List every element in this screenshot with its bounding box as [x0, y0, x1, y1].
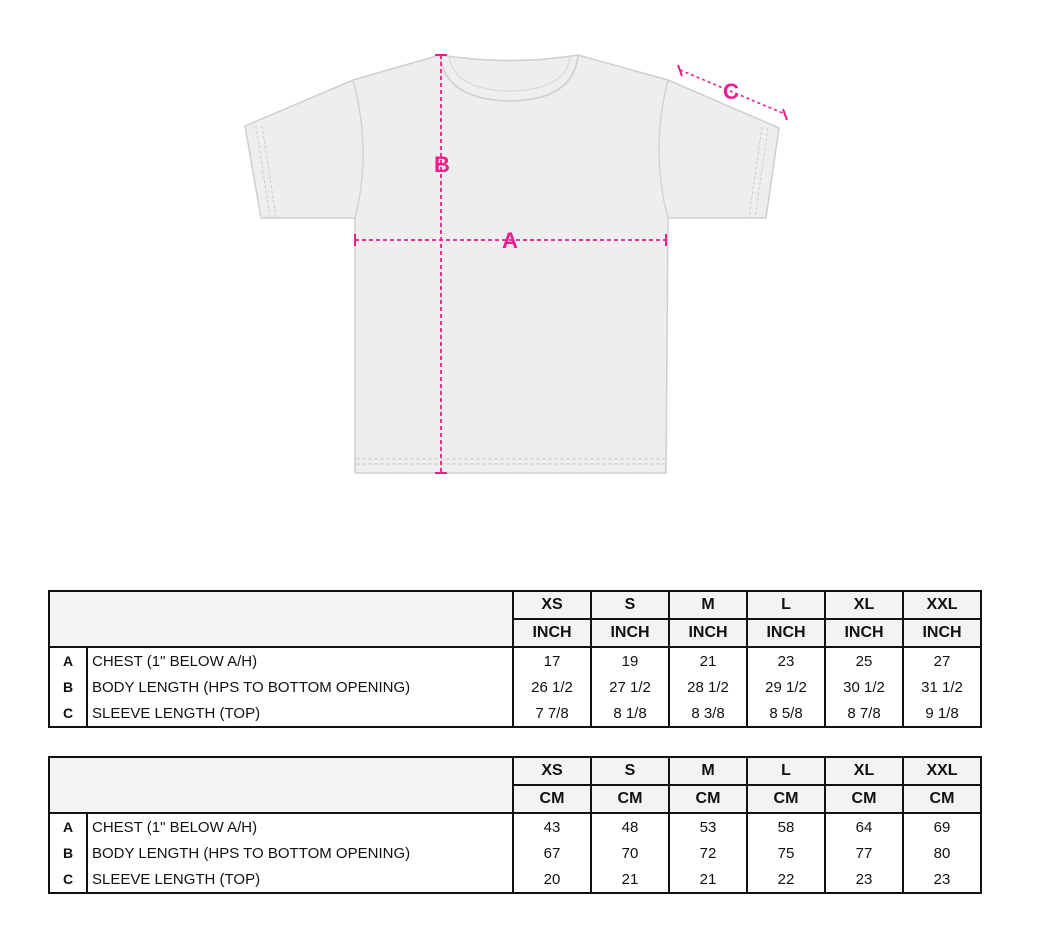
row-key: B [49, 840, 87, 866]
cell-value: 20 [513, 866, 591, 893]
row-label: CHEST (1" BELOW A/H) [87, 647, 513, 674]
unit-header: CM [591, 785, 669, 813]
cell-value: 58 [747, 813, 825, 840]
cell-value: 67 [513, 840, 591, 866]
cell-value: 19 [591, 647, 669, 674]
row-key: A [49, 813, 87, 840]
row-label: BODY LENGTH (HPS TO BOTTOM OPENING) [87, 674, 513, 700]
measurement-a-label: A [502, 228, 518, 253]
table-corner [49, 757, 513, 785]
cell-value: 9 1/8 [903, 700, 981, 727]
cell-value: 23 [903, 866, 981, 893]
table-row [49, 647, 981, 674]
cell-value: 8 5/8 [747, 700, 825, 727]
size-header: XXL [903, 757, 981, 785]
cell-value: 23 [825, 866, 903, 893]
size-header: M [669, 757, 747, 785]
table-row [49, 674, 981, 700]
cell-value: 21 [669, 647, 747, 674]
unit-header: CM [747, 785, 825, 813]
cell-value: 23 [747, 647, 825, 674]
cell-value: 64 [825, 813, 903, 840]
size-header-row [49, 757, 981, 785]
row-label: SLEEVE LENGTH (TOP) [87, 866, 513, 893]
size-table-cm [48, 756, 982, 894]
cell-value: 80 [903, 840, 981, 866]
row-label: BODY LENGTH (HPS TO BOTTOM OPENING) [87, 840, 513, 866]
cell-value: 27 1/2 [591, 674, 669, 700]
cell-value: 28 1/2 [669, 674, 747, 700]
row-label: CHEST (1" BELOW A/H) [87, 813, 513, 840]
cell-value: 70 [591, 840, 669, 866]
table-corner [49, 591, 513, 619]
measurement-b-label: B [434, 152, 450, 177]
row-key: B [49, 674, 87, 700]
measurement-c-label: C [723, 79, 739, 104]
cell-value: 53 [669, 813, 747, 840]
unit-header-row [49, 619, 981, 647]
unit-header: CM [903, 785, 981, 813]
size-header: S [591, 591, 669, 619]
size-header: XS [513, 757, 591, 785]
cell-value: 77 [825, 840, 903, 866]
table-row [49, 813, 981, 840]
table-row [49, 866, 981, 893]
row-label: SLEEVE LENGTH (TOP) [87, 700, 513, 727]
cell-value: 8 3/8 [669, 700, 747, 727]
cell-value: 43 [513, 813, 591, 840]
cell-value: 27 [903, 647, 981, 674]
unit-header: INCH [747, 619, 825, 647]
unit-header: INCH [513, 619, 591, 647]
cell-value: 17 [513, 647, 591, 674]
row-key: A [49, 647, 87, 674]
unit-header: CM [513, 785, 591, 813]
cell-value: 75 [747, 840, 825, 866]
row-key: C [49, 700, 87, 727]
cell-value: 72 [669, 840, 747, 866]
cell-value: 30 1/2 [825, 674, 903, 700]
size-header: L [747, 591, 825, 619]
cell-value: 8 7/8 [825, 700, 903, 727]
unit-header-row [49, 785, 981, 813]
cell-value: 22 [747, 866, 825, 893]
cell-value: 31 1/2 [903, 674, 981, 700]
row-key: C [49, 866, 87, 893]
size-header: L [747, 757, 825, 785]
cell-value: 21 [669, 866, 747, 893]
cell-value: 8 1/8 [591, 700, 669, 727]
unit-header: CM [825, 785, 903, 813]
size-header: XL [825, 591, 903, 619]
size-header-row [49, 591, 981, 619]
size-table-inch [48, 590, 982, 728]
tshirt-outline [245, 55, 779, 473]
cell-value: 69 [903, 813, 981, 840]
unit-header: INCH [903, 619, 981, 647]
size-header: XL [825, 757, 903, 785]
tshirt-illustration [245, 55, 779, 473]
cell-value: 7 7/8 [513, 700, 591, 727]
size-header: XXL [903, 591, 981, 619]
cell-value: 29 1/2 [747, 674, 825, 700]
unit-header: INCH [591, 619, 669, 647]
unit-header: INCH [669, 619, 747, 647]
unit-header: INCH [825, 619, 903, 647]
cell-value: 25 [825, 647, 903, 674]
size-header: M [669, 591, 747, 619]
unit-header: CM [669, 785, 747, 813]
table-corner [49, 619, 513, 647]
table-row [49, 840, 981, 866]
cell-value: 48 [591, 813, 669, 840]
table-row [49, 700, 981, 727]
cell-value: 26 1/2 [513, 674, 591, 700]
size-header: XS [513, 591, 591, 619]
cell-value: 21 [591, 866, 669, 893]
size-header: S [591, 757, 669, 785]
table-corner [49, 785, 513, 813]
